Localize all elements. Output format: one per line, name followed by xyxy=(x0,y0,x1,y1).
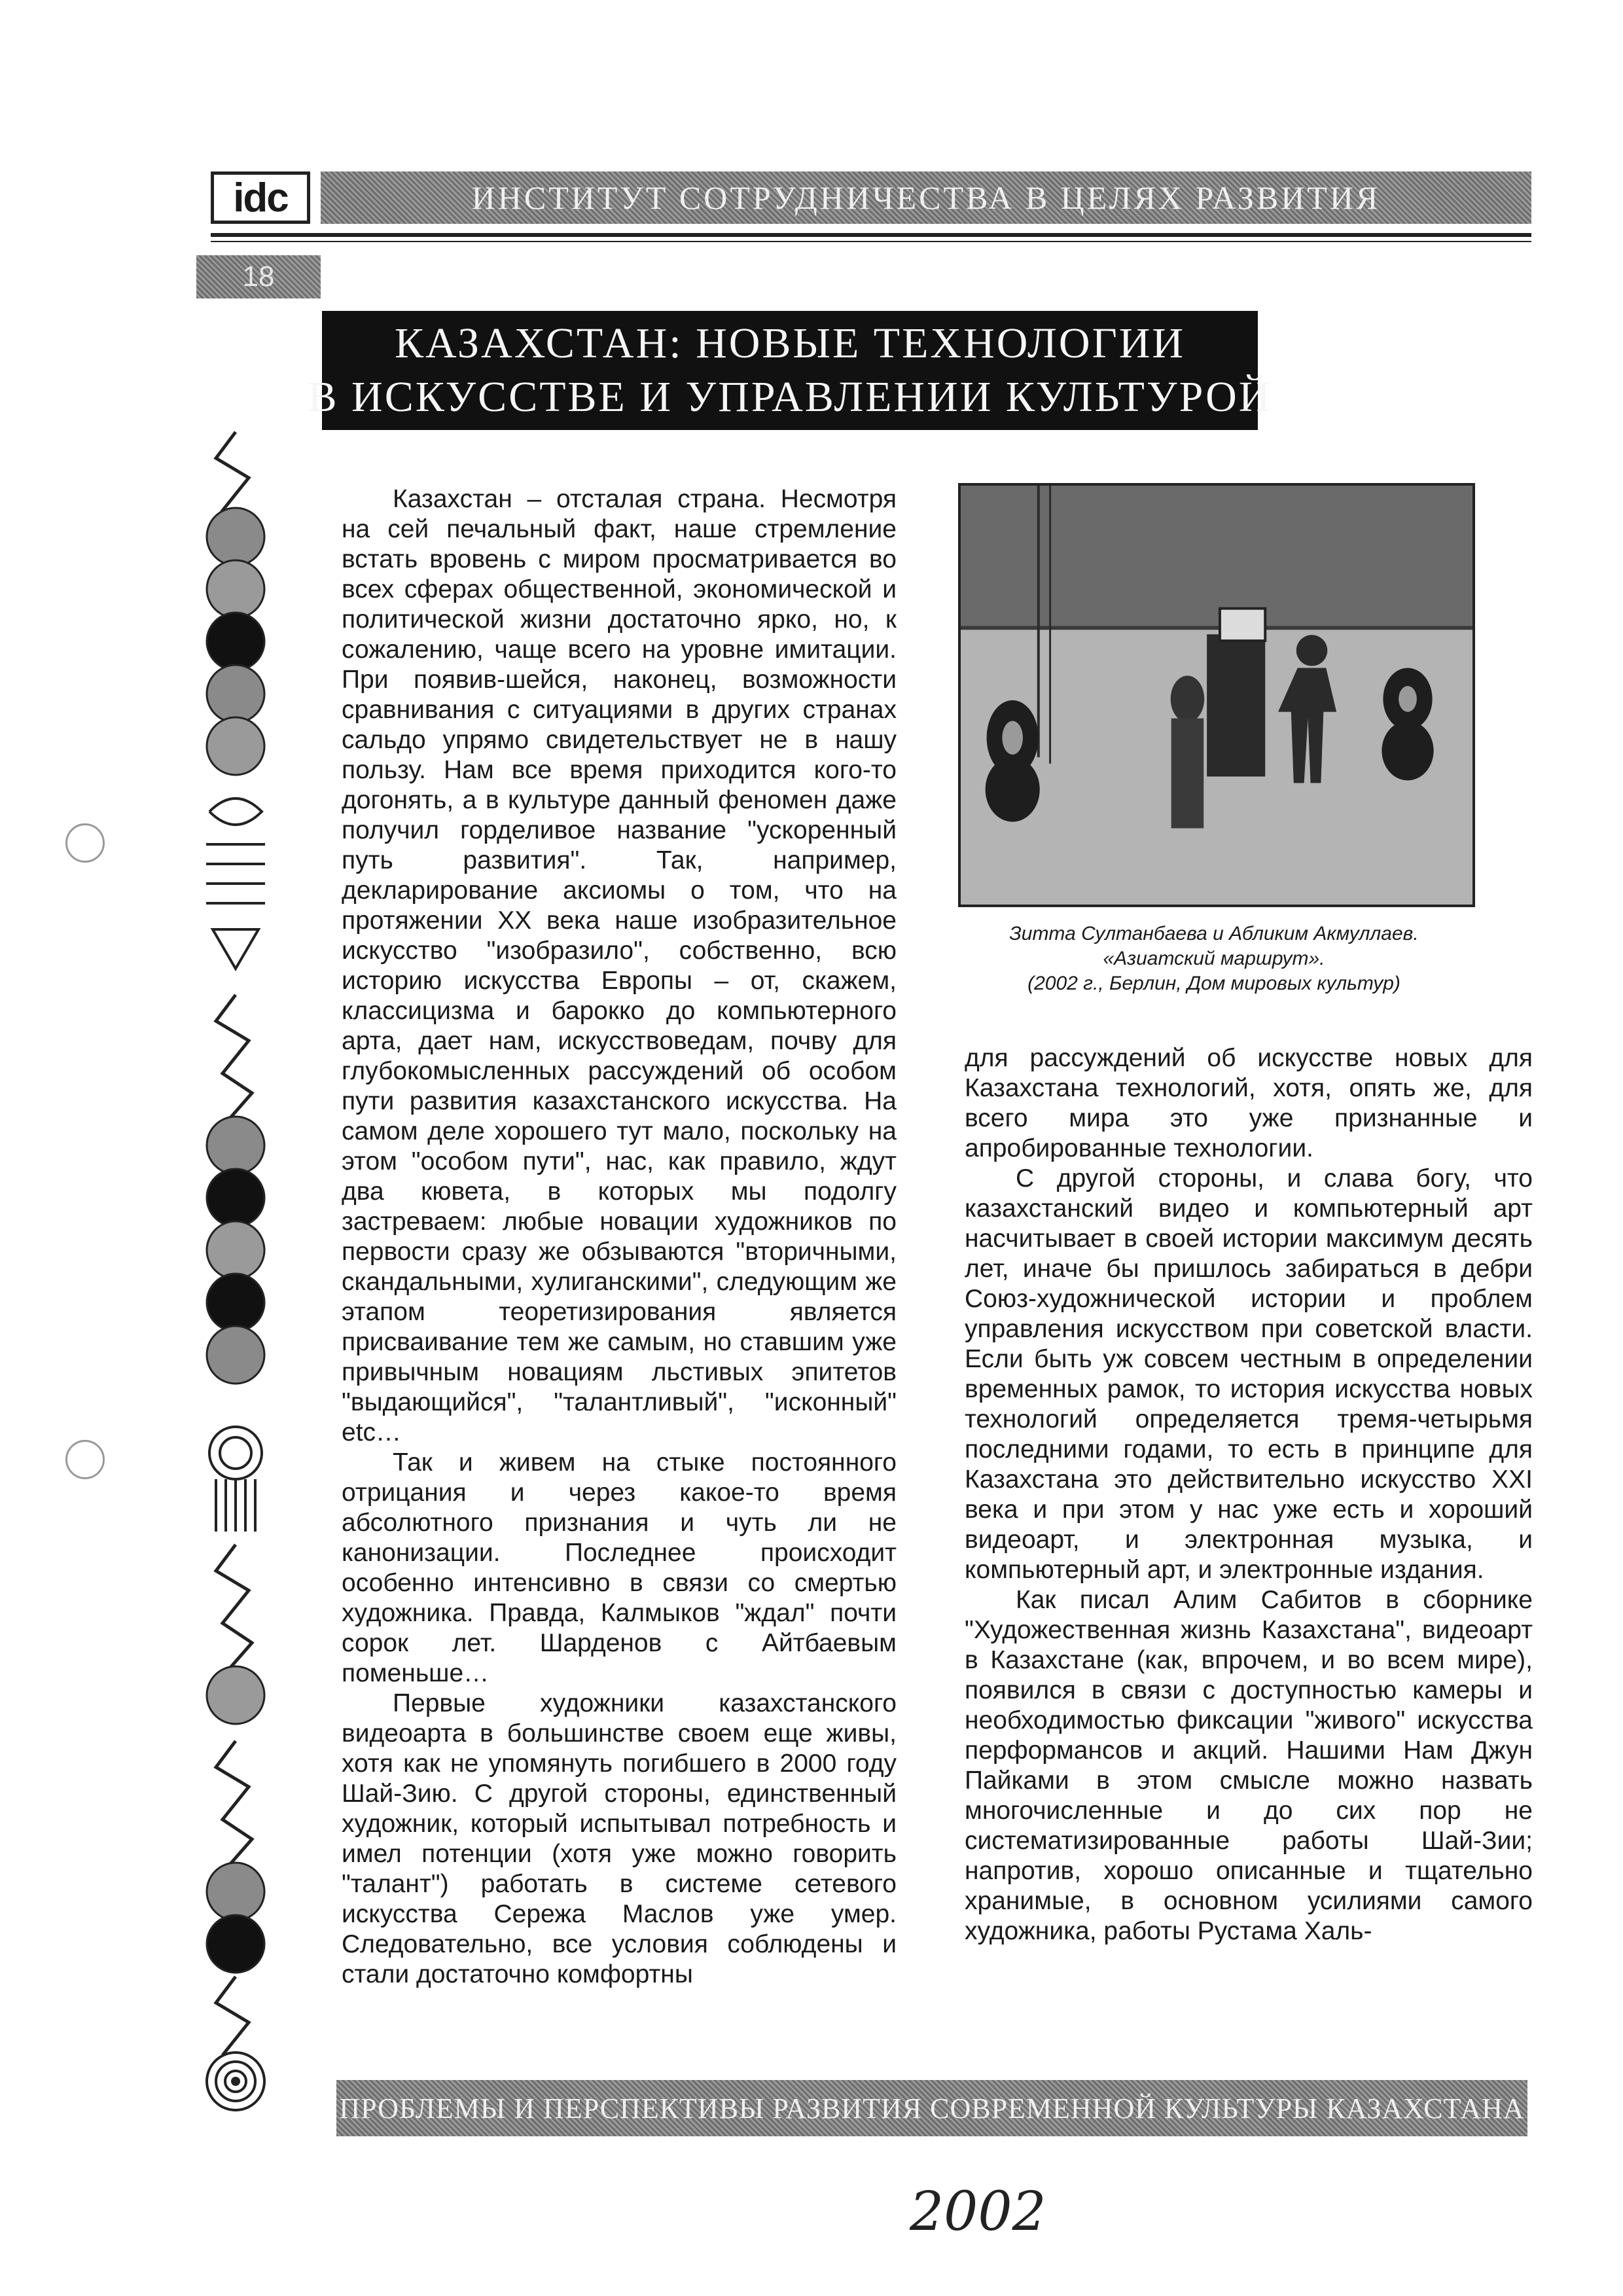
punch-hole-lower xyxy=(65,1440,105,1479)
exhibition-photo xyxy=(958,483,1475,907)
page-number: 18 xyxy=(196,255,321,298)
article-title xyxy=(308,311,1272,430)
caption-line-1: Зитта Султанбаева и Абликим Акмуллаев. xyxy=(1009,923,1419,944)
footer-band xyxy=(336,2080,1527,2136)
paragraph: Первые художники казахстанского видеоарта в большинстве своем еще живы, хотя как не упомянуть погибшего в 2000 году Шай-Зию. С другой стороны, единственный художник, который испытывал потребность и имел потенции (хотя уже можно говорить "талант") работать в системе сетевого искусства Сережа Маслов уже умер. Следовательно, все условия соблюдены и стали достаточно комфортны xyxy=(342,1689,897,1988)
article-column-right xyxy=(965,1043,1533,1946)
decorative-border-strip xyxy=(190,419,281,2114)
section-title: ПРОБЛЕМЫ И ПЕРСПЕКТИВЫ РАЗВИТИЯ СОВРЕМЕННОЙ КУЛЬТУРЫ КАЗАХСТАНА xyxy=(339,2092,1525,2125)
header-rule-thick xyxy=(211,233,1531,237)
paragraph: Как писал Алим Сабитов в сборнике "Художественная жизнь Казахстана", видеоарт в Казахстане (как, впрочем, и во всем мире), появился в связи с доступностью камеры и необходимостью фиксации "живого" искусства перформансов и акций. Нашими Нам Джун Пайками в этом смысле можно назвать многочисленные и до сих пор не систематизированные работы Шай-Зии; напротив, хорошо описанные и тщательно хранимые, в основном усилиями самого художника, работы Рустама Халь- xyxy=(965,1586,1533,1945)
paragraph: Казахстан – отсталая страна. Несмотря на сей печальный факт, наше стремление встать вровень с миром просматривается во всех сферах общественной, экономической и политической жизни достаточно ярко, но, к сожалению, чаще всего на уровне имитации. При появив-шейся, наконец, возможности сравнивания с ситуациями в других странах сальдо упрямо свидетельствует не в нашу пользу. Нам все время приходится кого-то догонять, а в культуре данный феномен даже получил горделивое название "ускоренный путь развития". Так, например, декларирование аксиомы о том, что на протяжении XX века наше изобразительное искусство "изобразило", собственно, всю историю искусства Европы – от, скажем, классицизма и барокко до компьютерного арта, дает нам, искусствоведам, почву для глубокомысленных рассуждений об особом пути развития казахстанского искусства. На самом деле хорошего тут мало, поскольку на этом "особом пути", нас, как правило, ждут два кювета, в которых мы подолгу застреваем: любые новации художников по первости сразу же обзываются "вторичными, скандальными, хулиганскими", следующим же этапом теоретизирования является присваивание тем же самым, но ставшим уже привычным новациям льстивых эпитетов "выдающийся", "талантливый", "исконный" etc… xyxy=(342,485,897,1446)
title-line-2: В ИСКУССТВЕ И УПРАВЛЕНИИ КУЛЬТУРОЙ xyxy=(308,373,1272,421)
header-rule-thin xyxy=(211,241,1531,242)
article-column-left xyxy=(342,484,897,1990)
photo-caption xyxy=(929,922,1499,996)
caption-line-2: «Азиатский маршрут». xyxy=(1103,948,1325,969)
institute-logo: idc xyxy=(211,171,310,224)
header-band xyxy=(321,171,1531,224)
photo-image xyxy=(961,486,1472,905)
title-line-1: КАЗАХСТАН: НОВЫЕ ТЕХНОЛОГИИ xyxy=(394,319,1186,367)
punch-hole-upper xyxy=(65,823,105,863)
paragraph: С другой стороны, и слава богу, что казахстанский видео и компьютерный арт насчитывает в своей истории максимум десять лет, иначе бы пришлось забираться в дебри Союз-художнической истории и проблем управления искусством при советской власти. Если быть уж совсем честным в определении временных рамок, то история искусства новых технологий определяется тремя-четырьмя последними годами, то есть в принципе для Казахстана это действительно искусство XXI века и при этом у нас уже есть и хороший видеоарт, и электронная музыка, и компьютерный арт, и электронные издания. xyxy=(965,1164,1533,1584)
paragraph: для рассуждений об искусстве новых для Казахстана технологий, хотя, опять же, для всего мира это уже признанные и апробированные технологии. xyxy=(965,1044,1533,1162)
caption-line-3: (2002 г., Берлин, Дом мировых культур) xyxy=(1027,973,1400,994)
handwritten-year: 2002 xyxy=(910,2181,1046,2243)
paragraph: Так и живем на стыке постоянного отрицания и через какое-то время абсолютного признания и чуть ли не канонизации. Последнее происходит особенно интенсивно в связи со смертью художника. Правда, Калмыков "ждал" почти сорок лет. Шарденов с Айтбаевым поменьше… xyxy=(342,1448,897,1687)
organization-name: ИНСТИТУТ СОТРУДНИЧЕСТВА В ЦЕЛЯХ РАЗВИТИЯ xyxy=(471,179,1381,216)
